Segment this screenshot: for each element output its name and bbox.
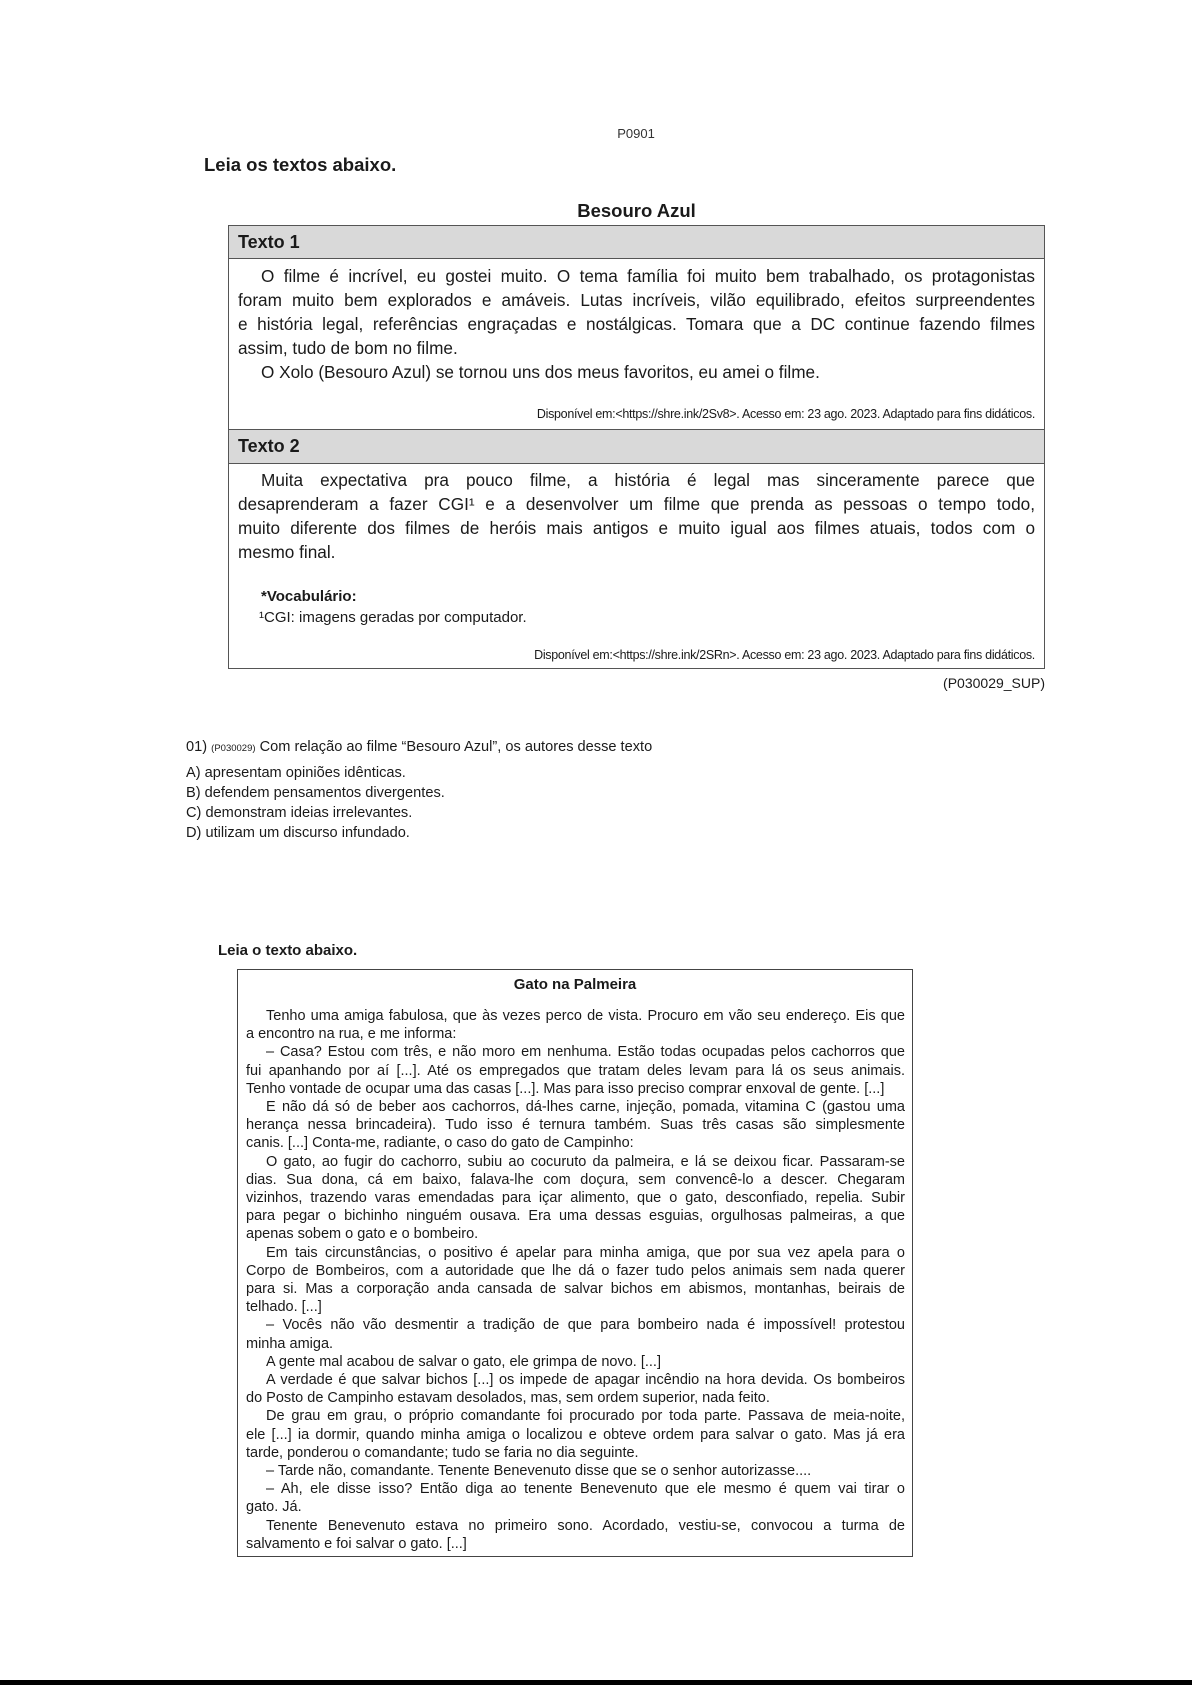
story-box <box>237 969 913 1557</box>
text-line: Tenho uma amiga fabulosa, que às vezes perco de vista. Procuro em vão seu endereço. Eis que <box>266 1008 905 1024</box>
question-number: 01) <box>186 739 208 755</box>
option-c[interactable]: C) demonstram ideias irrelevantes. <box>186 805 413 821</box>
instruction-heading: Leia os textos abaixo. <box>204 154 397 175</box>
text-line: – Casa? Estou com três, e não moro em nenhuma. Estão todas ocupadas pelos cachorros que <box>266 1044 905 1061</box>
texto1-header: Texto 1 <box>229 226 1044 259</box>
story-body <box>246 1007 905 1553</box>
vocab-item: ¹CGI: imagens geradas por computador. <box>259 609 527 626</box>
page-bottom-border <box>0 1680 1192 1685</box>
text-line: dias. Sua dona, cá em baixo, falava-lhe com doçura, sem convencê-lo a descer. Chegaram <box>246 1171 905 1188</box>
text-line: fui apanhando por aí [...]. Até os empregados que tratam deles levam para lá os seus animais. <box>246 1062 905 1079</box>
text-line: gato. Já. <box>246 1499 302 1516</box>
text-line: desaprenderam a fazer CGI¹ e a desenvolver um filme que prenda as pessoas o tempo todo, <box>238 494 1035 514</box>
text-line: A verdade é que salvar bichos [...] os impede de apagar incêndio na hora devida. Os bombeiros <box>266 1372 905 1389</box>
text-line: salvamento e foi salvar o gato. [...] <box>246 1535 467 1552</box>
text-line: Muita expectativa pra pouco filme, a história é legal mas sinceramente parece que <box>261 470 1035 490</box>
text-line: foram muito bem explorados e amáveis. Lutas incríveis, vilão equilibrado, efeitos surpreendentes <box>238 290 1035 310</box>
text-title: Besouro Azul <box>577 200 696 221</box>
text-line: mesmo final. <box>238 542 336 562</box>
text-line: para pegar o bichinho ninguém ousava. Era uma dessas esguias, orgulhosas palmeiras, a que <box>246 1208 905 1225</box>
option-d[interactable]: D) utilizam um discurso infundado. <box>186 825 410 841</box>
text-line: vizinhos, trazendo varas emendadas para içar alimento, que o gato, desconfiado, repelia. Subir <box>246 1190 905 1207</box>
text-line: – Ah, ele disse isso? Então diga ao tenente Benevenuto que ele mesmo é quem vai tirar o <box>266 1481 905 1498</box>
texts-box <box>228 225 1045 669</box>
text-line: ele [...] ia dormir, quando minha amiga o localizou e obteve ordem para salvar o gato. Mas já era <box>246 1426 905 1443</box>
texto2-header: Texto 2 <box>229 429 1044 464</box>
texto2-body <box>238 468 1035 564</box>
text-line: telhado. [...] <box>246 1299 322 1316</box>
text-line: canis. [...] Conta-me, radiante, o caso do gato de Campinho: <box>246 1135 634 1152</box>
question-text: Com relação ao filme “Besouro Azul”, os autores desse texto <box>259 739 653 755</box>
text-line: minha amiga. <box>246 1335 334 1352</box>
text-line: assim, tudo de bom no filme. <box>238 338 458 358</box>
vocab-title: *Vocabulário: <box>261 588 357 605</box>
text-line: O gato, ao fugir do cachorro, subiu ao cocuruto da palmeira, e lá se deixou ficar. Passaram-se <box>266 1153 905 1170</box>
question-01 <box>186 737 652 843</box>
text-line: E não dá só de beber aos cachorros, dá-lhes carne, injeção, pomada, vitamina C (gastou uma <box>266 1099 905 1116</box>
text-line: do Posto de Campinho estavam desolados, mas, sem ordem superior, nada feito. <box>246 1390 770 1407</box>
text-line: muito diferente dos filmes de heróis mais antigos e muito igual aos filmes atuais, todos com o <box>238 518 1035 538</box>
text-line: Corpo de Bombeiros, com a autoridade que lhe dá o fazer tudo pelos animais sem nada querer <box>246 1262 905 1279</box>
text-line: a encontro na rua, e me informa: <box>246 1026 457 1043</box>
text-line: – Vocês não vão desmentir a tradição de que para bombeiro nada é impossível! protestou <box>266 1317 905 1334</box>
question-stem <box>186 737 652 759</box>
question-code: (P030029) <box>211 743 256 754</box>
text-line: e história legal, referências engraçadas e nostálgicas. Tomara que a DC continue fazendo filmes <box>238 314 1035 334</box>
story-title: Gato na Palmeira <box>513 976 637 993</box>
item-reference: (P030029_SUP) <box>943 675 1045 691</box>
page-code: P0901 <box>617 126 655 138</box>
instruction-heading-2: Leia o texto abaixo. <box>218 942 358 959</box>
option-a[interactable]: A) apresentam opiniões idênticas. <box>186 765 406 781</box>
texto1-body <box>238 264 1035 384</box>
text-line: O Xolo (Besouro Azul) se tornou uns dos meus favoritos, eu amei o filme. <box>261 362 820 382</box>
text-line: apenas sobem o gato e o bombeiro. <box>246 1226 479 1243</box>
text-line: Tenente Benevenuto estava no primeiro sono. Acordado, vestiu-se, convocou a turma de <box>266 1517 905 1534</box>
text-line: De grau em grau, o próprio comandante foi procurado por toda parte. Passava de meia-noite, <box>266 1408 905 1425</box>
text-line: Em tais circunstâncias, o positivo é apelar para minha amiga, que por sua vez apela para o <box>266 1244 905 1261</box>
texto1-source: Disponível em:<https://shre.ink/2Sv8>. Acesso em: 23 ago. 2023. Adaptado para fins didáticos. <box>536 407 1035 421</box>
text-line: herança nessa brincadeira). Tudo isso é ternura também. Suas três casas são simplesmente <box>246 1117 905 1134</box>
text-line: Tenho vontade de ocupar uma das casas [...]. Mas para isso preciso comprar enxoval de gente. [...] <box>246 1080 885 1097</box>
text-line: A gente mal acabou de salvar o gato, ele grimpa de novo. [...] <box>266 1353 661 1370</box>
text-line: para si. Mas a corporação anda cansada de salvar bichos em abismos, montanhas, beirais de <box>246 1281 905 1298</box>
texto2-source: Disponível em:<https://shre.ink/2SRn>. Acesso em: 23 ago. 2023. Adaptado para fins didáticos. <box>534 648 1035 662</box>
text-line: O filme é incrível, eu gostei muito. O tema família foi muito bem trabalhado, os protagonistas <box>261 266 1035 286</box>
option-b[interactable]: B) defendem pensamentos divergentes. <box>186 785 445 801</box>
text-line: tarde, ponderou o comandante; tudo se faria no dia seguinte. <box>246 1444 639 1461</box>
text-line: – Tarde não, comandante. Tenente Benevenuto disse que se o senhor autorizasse.... <box>266 1463 812 1480</box>
